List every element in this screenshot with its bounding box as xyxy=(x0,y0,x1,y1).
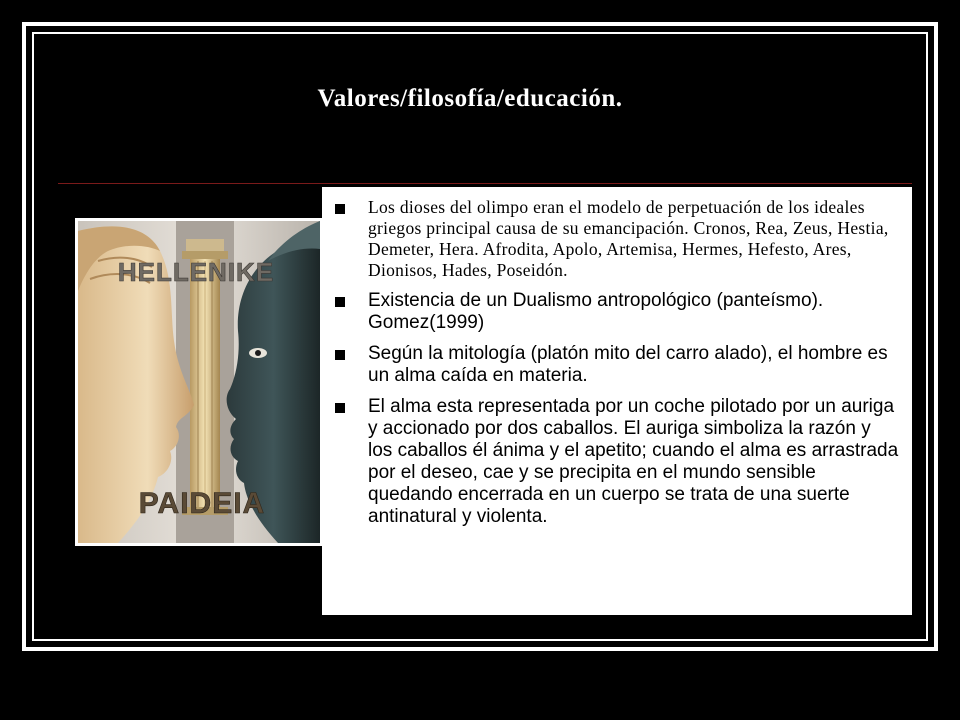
bullet-text: Según la mitología (platón mito del carro alado), el hombre es un alma caída en materia. xyxy=(368,343,888,386)
square-bullet-icon xyxy=(335,297,345,307)
title-divider xyxy=(58,183,912,184)
bullet-text: Existencia de un Dualismo antropológico (panteísmo). Gomez(1999) xyxy=(368,290,824,333)
square-bullet-icon xyxy=(335,204,345,214)
bullet-text-panel xyxy=(322,187,912,615)
bullet-item xyxy=(322,290,912,334)
bullet-item xyxy=(322,396,912,528)
bullet-list xyxy=(322,187,912,528)
greek-heads-illustration xyxy=(78,221,320,543)
slide-title: Valores/filosofía/educación. xyxy=(317,85,623,112)
square-bullet-icon xyxy=(335,350,345,360)
hellenike-paideia-image xyxy=(75,218,323,546)
paideia-lettering: PAIDEIA xyxy=(138,487,266,520)
hellenike-lettering: HELLENIKE xyxy=(117,257,275,287)
bullet-item xyxy=(322,343,912,387)
bullet-text: Los dioses del olimpo eran el modelo de perpetuación de los ideales griegos principal causa de su emancipación. Cronos, Rea, Zeus, Hestia, Demeter, Hera. Afrodita, Apolo, Artemisa, Hermes, Hefesto, Ares, Dionisos, Hades, Poseidón. xyxy=(368,197,889,280)
bullet-item xyxy=(322,197,912,281)
bullet-text: El alma esta representada por un coche pilotado por un auriga y accionado por dos caballos. El auriga simboliza la razón y los caballos él ánima y el apetito; cuando el alma es arrastrada por el deseo, cae y se precipita en el mundo sensible quedando encerrada en un cuerpo se trata de una suerte antinatural y violenta. xyxy=(368,396,899,527)
square-bullet-icon xyxy=(335,403,345,413)
